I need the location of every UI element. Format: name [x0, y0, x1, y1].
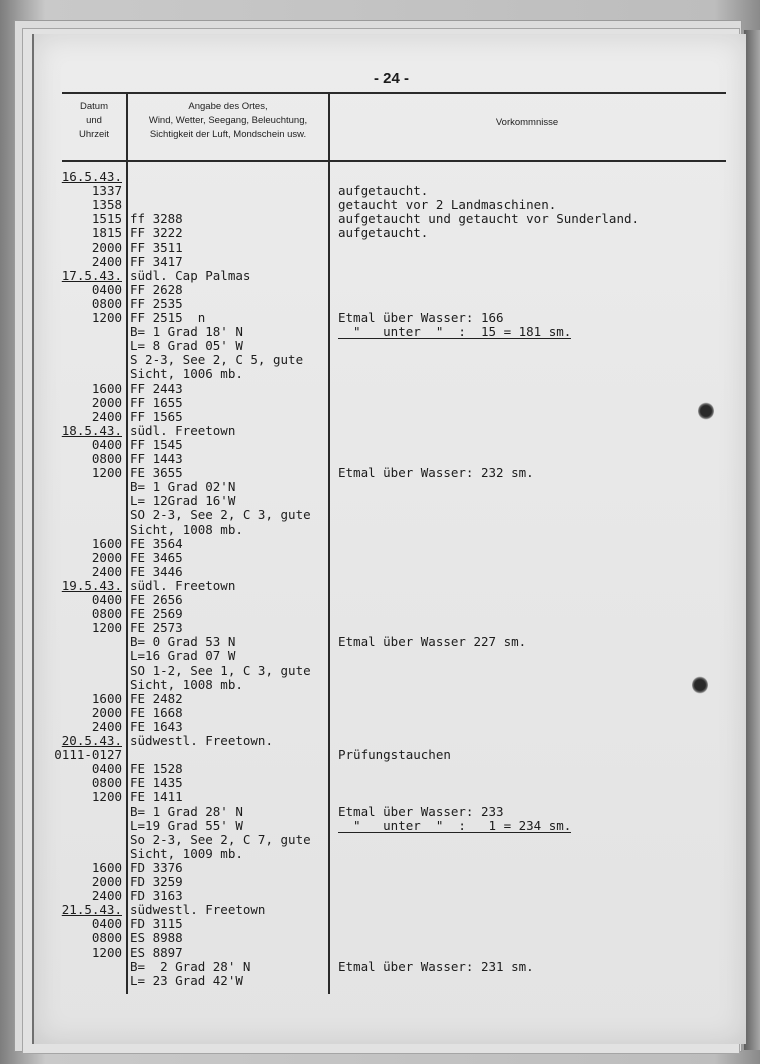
entry-location: B= 0 Grad 53 N	[130, 634, 236, 650]
entry-event: Etmal über Wasser 227 sm.	[338, 634, 527, 650]
entry-location: FD 3163	[130, 888, 183, 904]
entry-time: 1815	[91, 225, 122, 241]
entry-location: FE 2573	[130, 620, 183, 636]
entry-date: 17.5.43.	[61, 267, 122, 283]
entry-event: " unter " : 15 = 181 sm.	[338, 324, 572, 340]
entry-time: 0800	[91, 606, 122, 622]
entry-time: 1337	[91, 183, 122, 199]
entry-time: 1600	[91, 690, 122, 706]
entry-location: südl. Cap Palmas	[130, 267, 251, 283]
entry-time: 2000	[91, 874, 122, 889]
entry-location: FF 1443	[130, 451, 183, 466]
entry-date: 18.5.43.	[61, 422, 122, 438]
entry-location: FD 3115	[130, 916, 183, 932]
entry-date: 16.5.43.	[61, 169, 122, 184]
entry-event: Etmal über Wasser: 166	[338, 310, 504, 325]
entry-time: 1515	[91, 211, 122, 227]
entry-time: 1358	[91, 197, 122, 213]
entry-location: B= 1 Grad 02'N	[130, 479, 236, 495]
entry-location: südwestl. Freetown.	[130, 733, 273, 748]
entry-location: ES 8988	[130, 930, 183, 946]
entry-location: FF 3222	[130, 225, 183, 241]
entry-location: FF 2535	[130, 295, 183, 311]
entry-location: FE 3465	[130, 549, 183, 565]
entry-time: 1200	[91, 310, 122, 325]
entry-date: 21.5.43.	[61, 902, 122, 918]
entry-date: 20.5.43.	[61, 733, 122, 748]
entry-event: Etmal über Wasser: 233	[338, 803, 504, 819]
entry-location: südl. Freetown	[130, 577, 236, 593]
entry-location: FD 3259	[130, 874, 183, 889]
entry-time: 1600	[91, 380, 122, 396]
entry-time: 1600	[91, 859, 122, 875]
entry-time: 0400	[91, 436, 122, 452]
entry-location: FE 3564	[130, 535, 183, 551]
entry-location: FE 1435	[130, 775, 183, 791]
header-bottom-rule	[62, 160, 726, 162]
entry-location: FD 3376	[130, 859, 183, 875]
entry-location: FE 1668	[130, 704, 183, 720]
entry-location: Sicht, 1006 mb.	[130, 366, 243, 382]
page-number: - 24 -	[374, 70, 410, 87]
entry-location: FE 2656	[130, 592, 183, 607]
entry-location: S 2-3, See 2, C 5, gute	[130, 352, 304, 368]
entry-location: B= 1 Grad 28' N	[130, 803, 243, 819]
entry-date: 19.5.43.	[61, 577, 122, 593]
entry-time: 0400	[91, 592, 122, 607]
entry-location: B= 1 Grad 18' N	[130, 324, 243, 340]
entry-time: 2000	[91, 394, 122, 410]
entry-location: ff 3288	[130, 211, 183, 227]
entry-location: FE 3446	[130, 563, 183, 579]
entry-time: 1200	[91, 465, 122, 481]
entry-event: Etmal über Wasser: 231 sm.	[338, 958, 534, 974]
entry-location: FE 2569	[130, 606, 183, 622]
entry-location: B= 2 Grad 28' N	[130, 958, 251, 974]
entry-time: 0800	[91, 775, 122, 791]
entry-location: FF 1655	[130, 394, 183, 410]
entry-time: 0400	[91, 761, 122, 777]
entry-time: 2000	[91, 239, 122, 255]
entry-location: FF 1545	[130, 436, 183, 452]
entry-time: 2400	[91, 408, 122, 424]
entry-time: 2400	[91, 253, 122, 269]
header-date-time: Datum und Uhrzeit	[78, 101, 110, 140]
entry-time: 0400	[91, 281, 122, 297]
entry-location: FE 1643	[130, 718, 183, 734]
binder-edge	[744, 30, 760, 1050]
entry-location: FE 1528	[130, 761, 183, 777]
entry-time: 0800	[91, 295, 122, 311]
entry-location: FF 2515 n	[130, 310, 206, 325]
entry-location: FE 3655	[130, 465, 183, 481]
entry-time: 1200	[91, 789, 122, 805]
entry-time: 1600	[91, 535, 122, 551]
entry-location: L=16 Grad 07 W	[130, 648, 236, 664]
entry-time: 2400	[91, 888, 122, 904]
column-divider-1	[126, 94, 128, 994]
entry-location: FE 2482	[130, 690, 183, 706]
entry-time: 2400	[91, 563, 122, 579]
entry-location: Sicht, 1008 mb.	[130, 676, 243, 692]
entry-location: L= 12Grad 16'W	[130, 493, 236, 509]
entry-location: südl. Freetown	[130, 422, 236, 438]
entry-time: 2000	[91, 549, 122, 565]
logbook-page	[32, 34, 746, 1044]
entry-location: FF 1565	[130, 408, 183, 424]
entry-location: ES 8897	[130, 944, 183, 960]
entry-time: 2000	[91, 704, 122, 720]
entry-location: L= 8 Grad 05' W	[130, 338, 243, 354]
entry-location: Sicht, 1008 mb.	[130, 521, 243, 537]
entry-location: SO 2-3, See 2, C 3, gute	[130, 507, 311, 523]
entry-location: L= 23 Grad 42'W	[130, 972, 243, 988]
entry-time: 1200	[91, 944, 122, 960]
header-events: Vorkommnisse	[495, 117, 559, 128]
entry-time: 0400	[91, 916, 122, 932]
entry-location: FF 3511	[130, 239, 183, 255]
entry-time: 0800	[91, 451, 122, 466]
entry-event: aufgetaucht und getaucht vor Sunderland.	[338, 211, 640, 227]
entry-event: aufgetaucht.	[338, 225, 429, 241]
entry-location: FF 3417	[130, 253, 183, 269]
punch-hole-lower	[692, 676, 708, 694]
entry-location: FF 2443	[130, 380, 183, 396]
entry-event: aufgetaucht.	[338, 183, 429, 199]
entry-location: FF 2628	[130, 281, 183, 297]
entry-event: Etmal über Wasser: 232 sm.	[338, 465, 534, 481]
entry-location: Sicht, 1009 mb.	[130, 845, 243, 861]
entry-event: getaucht vor 2 Landmaschinen.	[338, 197, 557, 213]
entry-location: L=19 Grad 55' W	[130, 817, 243, 833]
entry-location: südwestl. Freetown	[130, 902, 266, 918]
entry-event: " unter " : 1 = 234 sm.	[338, 817, 572, 833]
entry-location: FE 1411	[130, 789, 183, 805]
column-divider-2	[328, 94, 330, 994]
entry-event: Prüfungstauchen	[338, 747, 451, 763]
entry-time: 1200	[91, 620, 122, 636]
entry-time: 2400	[91, 718, 122, 734]
entry-time: 0800	[91, 930, 122, 946]
entry-location: So 2-3, See 2, C 7, gute	[130, 831, 311, 847]
punch-hole-upper	[698, 402, 714, 420]
header-top-rule	[62, 92, 726, 94]
entry-location: SO 1-2, See 1, C 3, gute	[130, 662, 311, 678]
header-location: Angabe des Ortes, Wind, Wetter, Seegang, Beleuchtung, Sichtigkeit der Luft, Mondschein usw.	[148, 101, 308, 140]
entry-time: 0111-0127	[54, 747, 122, 763]
